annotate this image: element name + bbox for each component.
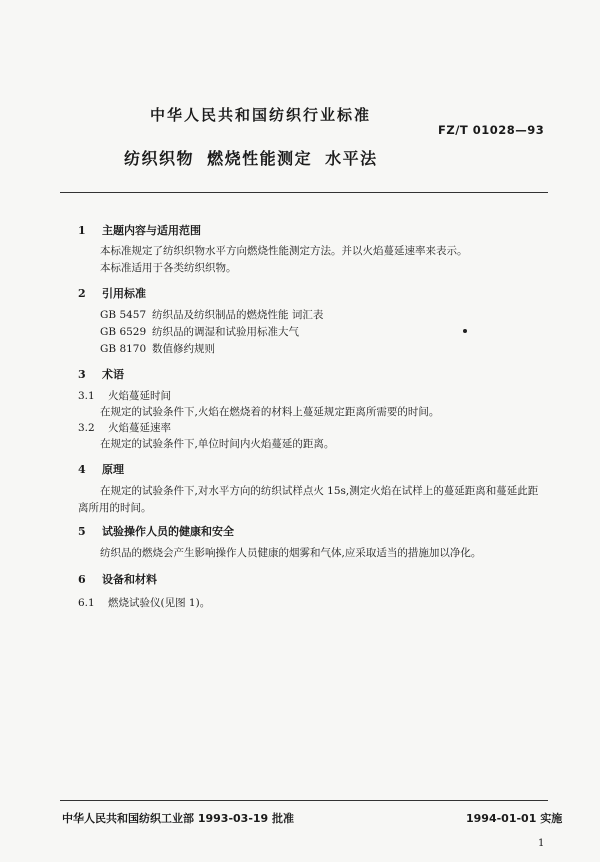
reference-code: GB 8170 xyxy=(100,343,147,355)
header-divider xyxy=(60,192,548,193)
section-1-heading xyxy=(78,222,201,238)
section-title: 术语 xyxy=(102,368,124,381)
reference-title: 数值修约规则 xyxy=(152,343,215,355)
item-6-1 xyxy=(78,595,210,610)
term-number: 3.2 xyxy=(78,422,95,434)
term-3-1-definition: 在规定的试验条件下,火焰在燃烧着的材料上蔓延规定距离所需要的时间。 xyxy=(100,406,440,418)
item-number: 6.1 xyxy=(78,597,95,609)
section-title: 原理 xyxy=(102,463,124,476)
term-name: 火焰蔓延时间 xyxy=(108,390,171,402)
section-title: 试验操作人员的健康和安全 xyxy=(102,525,234,538)
reference-item xyxy=(100,324,299,339)
section-1-para-1: 本标准规定了纺织织物水平方向燃烧性能测定方法。并以火焰蔓延速率来表示。 xyxy=(100,245,468,257)
section-5-para: 纺织品的燃烧会产生影响操作人员健康的烟雾和气体,应采取适当的措施加以净化。 xyxy=(100,547,482,559)
section-4-line-1: 在规定的试验条件下,对水平方向的纺织试样点火 15s,测定火焰在试样上的蔓延距离和蔓延此距 xyxy=(100,485,539,497)
reference-item xyxy=(100,307,323,322)
term-3-1 xyxy=(78,388,171,403)
reference-code: GB 6529 xyxy=(100,326,147,338)
section-number: 5 xyxy=(78,525,86,538)
section-6-heading xyxy=(78,571,157,587)
term-3-2-definition: 在规定的试验条件下,单位时间内火焰蔓延的距离。 xyxy=(100,438,335,450)
section-5-heading xyxy=(78,523,234,539)
section-1-para-2: 本标准适用于各类纺织织物。 xyxy=(100,262,237,274)
section-title: 引用标准 xyxy=(102,287,146,300)
reference-item xyxy=(100,341,215,356)
item-text: 燃烧试验仪(见图 1)。 xyxy=(108,597,211,609)
section-4-heading xyxy=(78,461,124,477)
section-number: 4 xyxy=(78,463,86,476)
page-number: 1 xyxy=(538,838,545,849)
scan-speck xyxy=(463,329,467,333)
standard-body-heading: 中华人民共和国纺织行业标准 xyxy=(150,106,372,124)
term-name: 火焰蔓延速率 xyxy=(108,422,171,434)
section-3-heading xyxy=(78,366,124,382)
reference-title: 纺织品的调湿和试验用标准大气 xyxy=(152,326,299,338)
section-4-line-2: 离所用的时间。 xyxy=(78,502,152,514)
section-number: 6 xyxy=(78,573,86,586)
reference-title: 纺织品及纺织制品的燃烧性能 词汇表 xyxy=(152,309,324,321)
section-number: 1 xyxy=(78,224,86,237)
section-number: 3 xyxy=(78,368,86,381)
section-2-heading xyxy=(78,285,146,301)
footer-divider xyxy=(60,800,548,801)
standard-code: FZ/T 01028—93 xyxy=(438,123,545,137)
section-number: 2 xyxy=(78,287,86,300)
implementation-date: 1994-01-01 实施 xyxy=(466,812,563,825)
term-number: 3.1 xyxy=(78,390,95,402)
reference-code: GB 5457 xyxy=(100,309,147,321)
section-title: 设备和材料 xyxy=(102,573,157,586)
approval-line: 中华人民共和国纺织工业部 1993-03-19 批准 xyxy=(62,812,295,825)
section-title: 主题内容与适用范围 xyxy=(102,224,201,237)
document-title: 纺织织物 燃烧性能测定 水平法 xyxy=(124,149,378,168)
term-3-2 xyxy=(78,420,171,435)
